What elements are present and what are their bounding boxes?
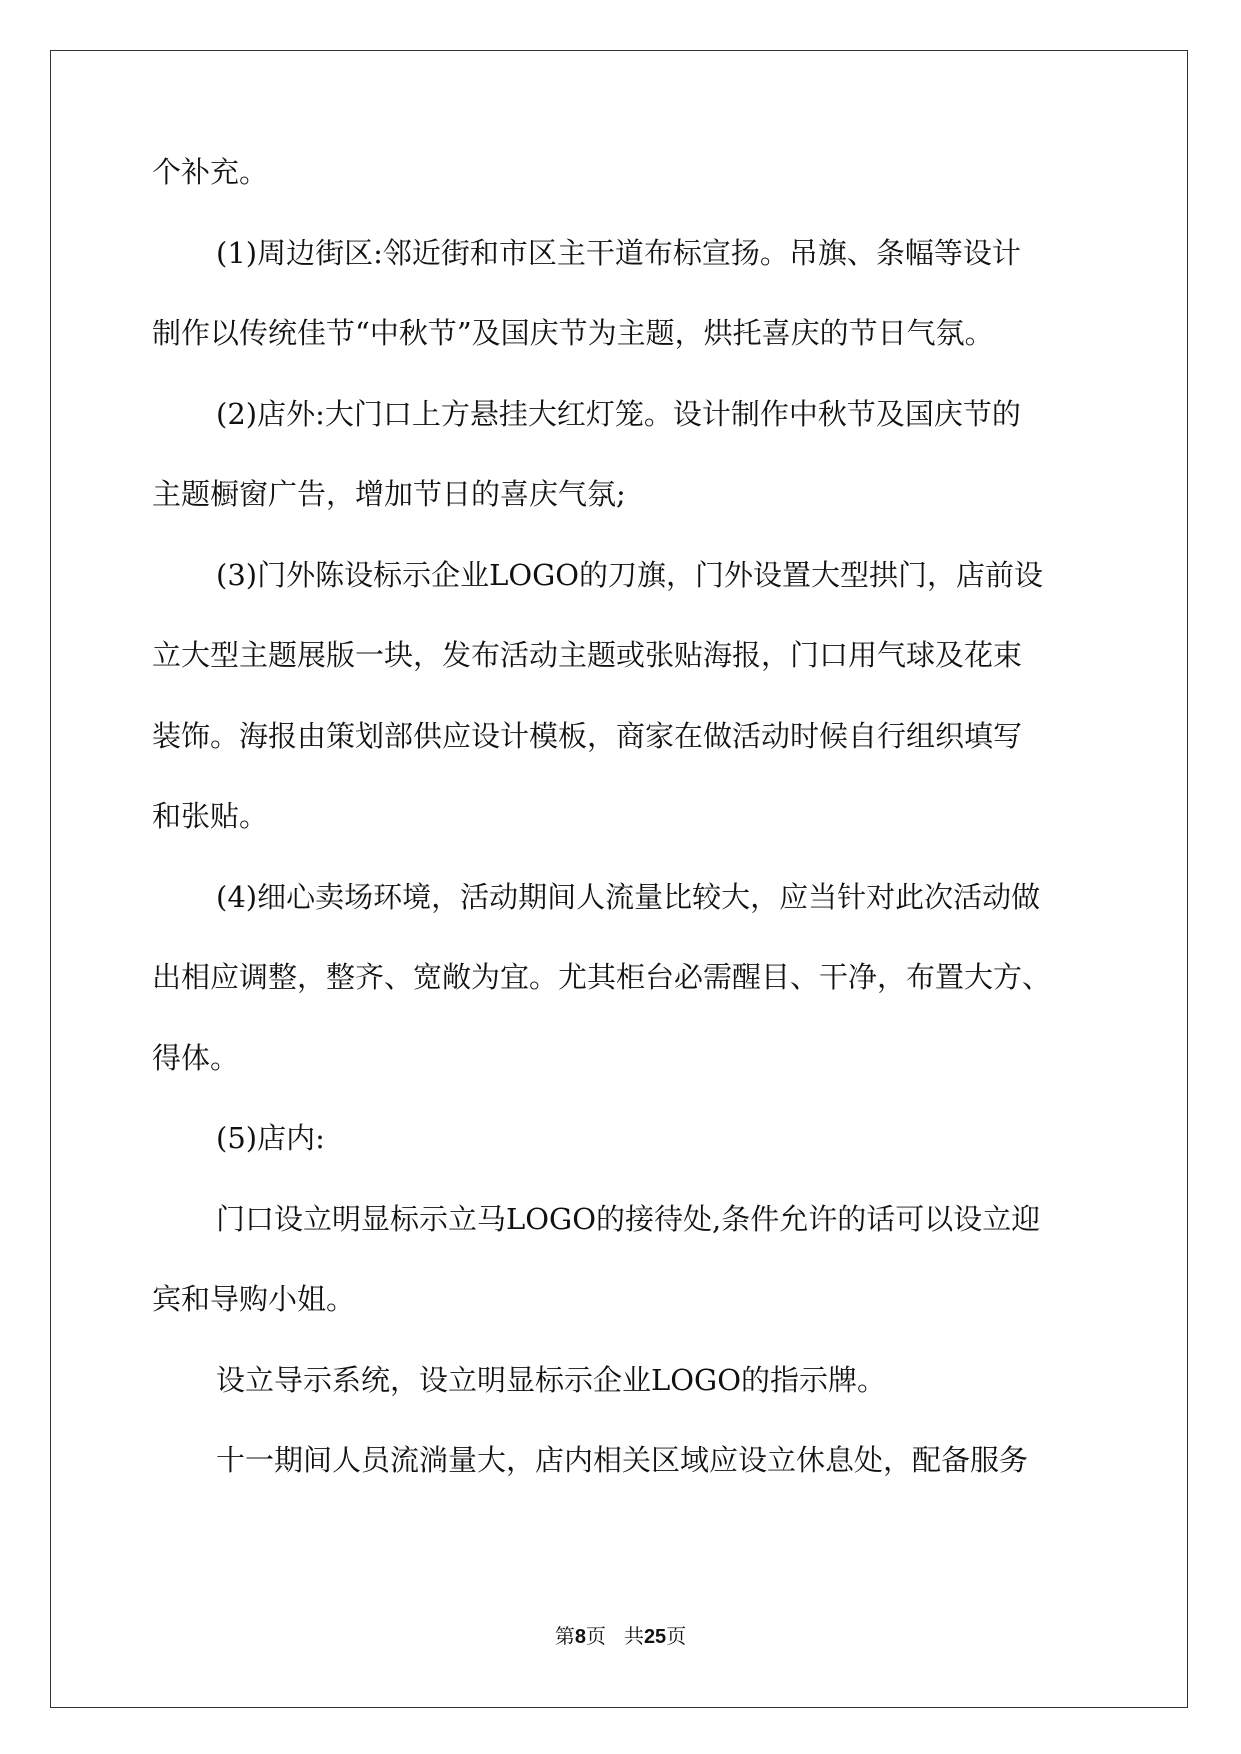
text-line: 装饰。海报由策划部供应设计模板，商家在做活动时候自行组织填写 (152, 719, 1023, 753)
text-line: (4)细心卖场环境，活动期间人流量比较大，应当针对此次活动做 (216, 880, 1041, 914)
page-number: 8 (574, 1626, 586, 1648)
text-line: (1)周边街区:邻近街和市区主干道布标宣扬。吊旗、条幅等设计 (216, 236, 1021, 270)
text-line: (5)店内: (216, 1121, 325, 1155)
text-line: 出相应调整，整齐、宽敞为宜。尤其柜台必需醒目、干净，布置大方、 (152, 960, 1052, 994)
total-suffix: 页 (666, 1624, 687, 1648)
total-prefix: 共 (623, 1624, 644, 1648)
total-pages: 25 (643, 1626, 667, 1648)
page-prefix: 第 (554, 1624, 575, 1648)
text-line: (3)门外陈设标示企业LOGO的刀旗，门外设置大型拱门，店前设 (216, 558, 1044, 592)
text-line: 立大型主题展版一块，发布活动主题或张贴海报，门口用气球及花束 (152, 638, 1023, 672)
text-line: 主题橱窗广告，增加节日的喜庆气氛; (152, 477, 626, 511)
text-line: 个补充。 (152, 155, 269, 189)
text-line: 设立导示系统，设立明显标示企业LOGO的指示牌。 (216, 1363, 886, 1397)
text-line: 和张贴。 (152, 799, 269, 833)
text-line: 十一期间人员流淌量大，店内相关区域应设立休息处，配备服务 (216, 1443, 1029, 1477)
text-line: 得体。 (152, 1041, 240, 1075)
text-line: 宾和导购小姐。 (152, 1282, 356, 1316)
text-line: 门口设立明显标示立马LOGO的接待处,条件允许的话可以设立迎 (216, 1202, 1041, 1236)
page-footer (0, 1620, 1241, 1649)
text-line: 制作以传统佳节“中秋节”及国庆节为主题，烘托喜庆的节日气氛。 (152, 316, 994, 350)
text-line: (2)店外:大门口上方悬挂大红灯笼。设计制作中秋节及国庆节的 (216, 397, 1021, 431)
page-suffix: 页 (585, 1624, 606, 1648)
